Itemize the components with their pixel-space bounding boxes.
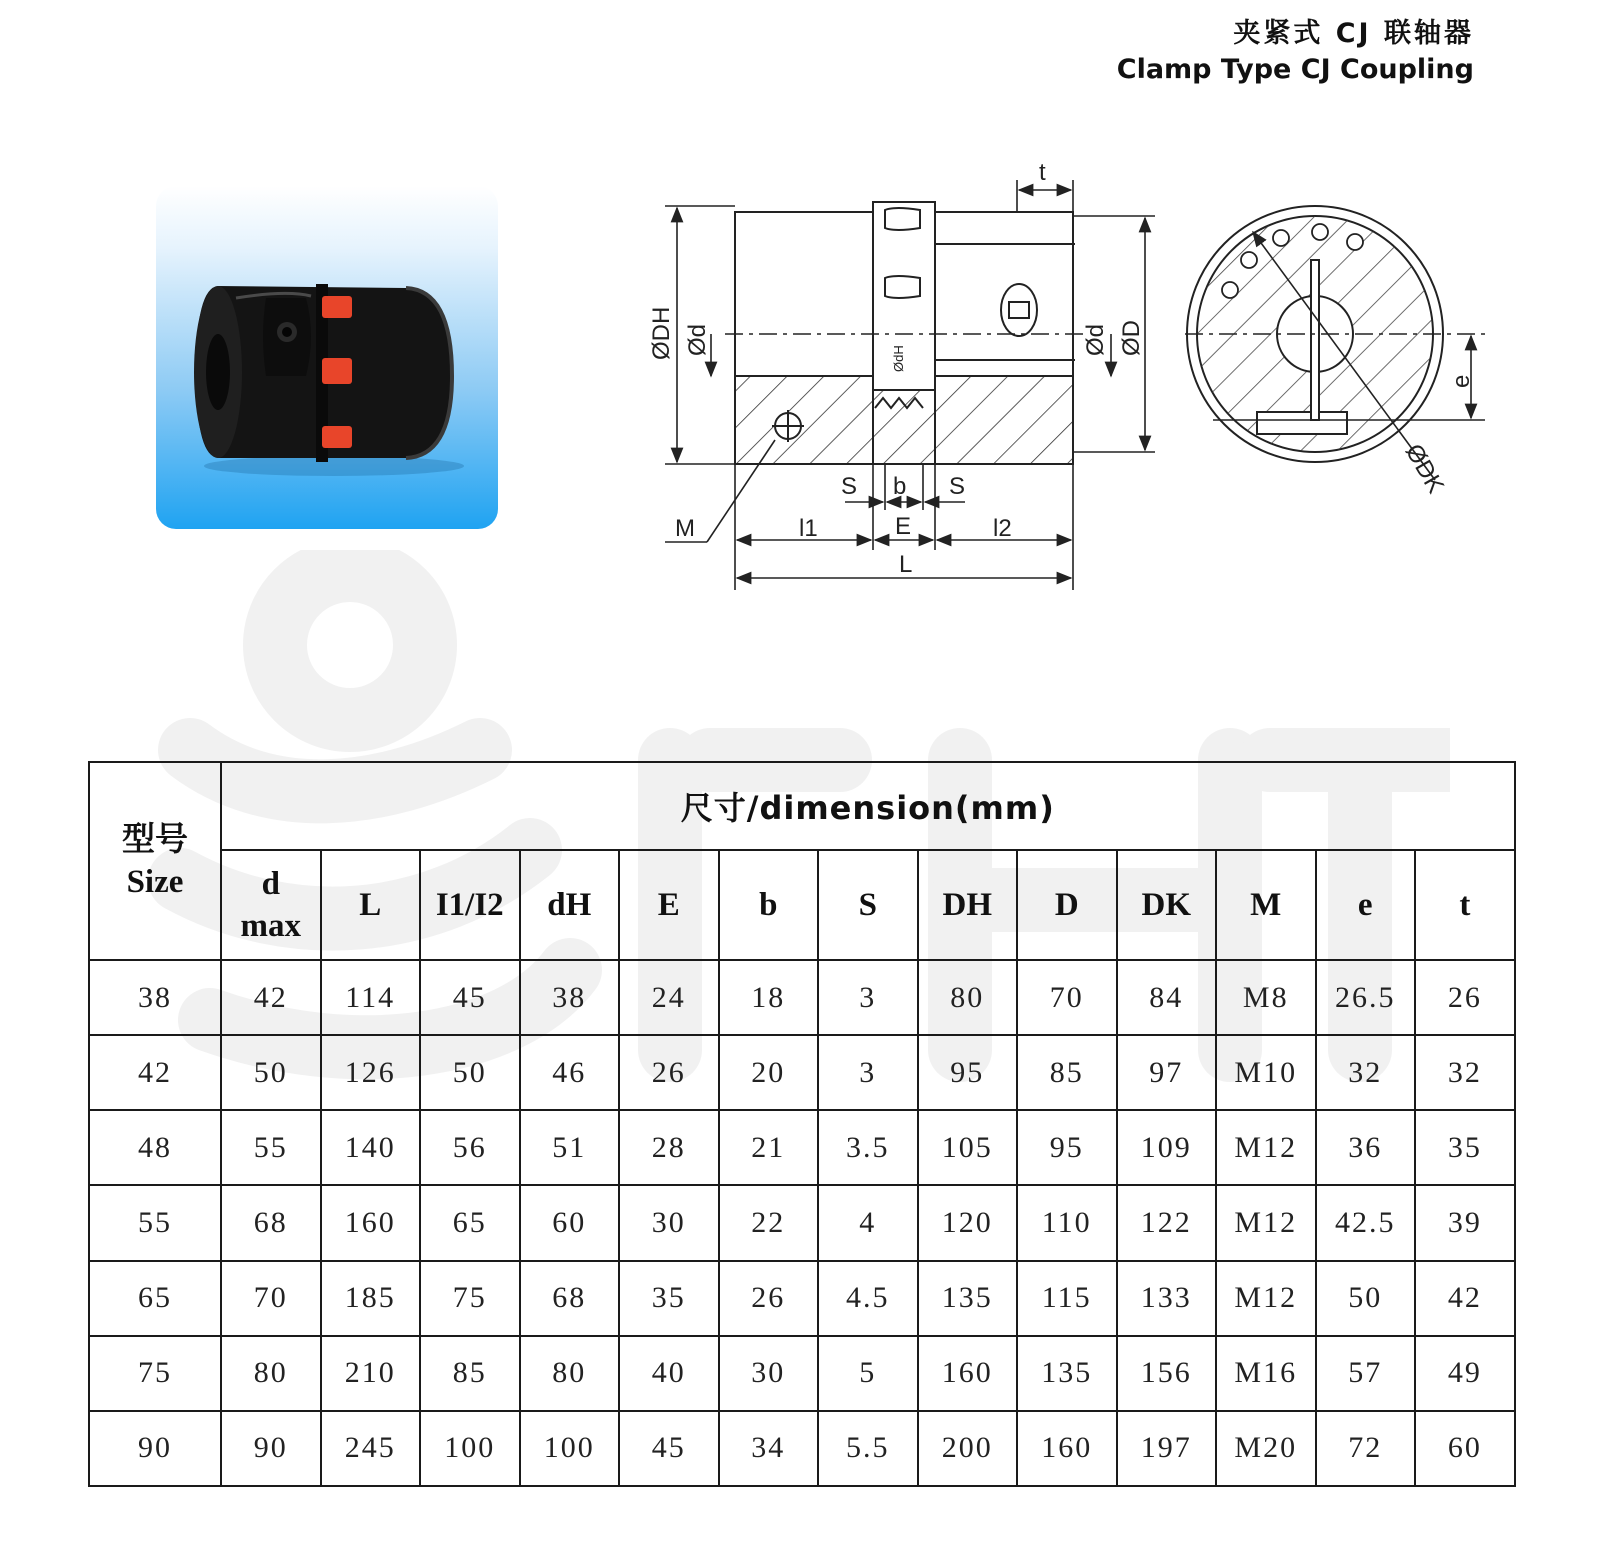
table-cell: 85 — [1017, 1035, 1117, 1110]
table-cell: 50 — [221, 1035, 321, 1110]
table-cell: 122 — [1117, 1185, 1217, 1260]
table-cell: 156 — [1117, 1336, 1217, 1411]
table-cell: 80 — [221, 1336, 321, 1411]
table-cell: 105 — [918, 1110, 1018, 1185]
table-cell: 38 — [520, 960, 620, 1035]
table-cell: 65 — [420, 1185, 520, 1260]
table-cell: 70 — [1017, 960, 1117, 1035]
spec-table-body — [89, 960, 1515, 1486]
col-header-dH: dH — [520, 850, 620, 960]
table-cell: 42 — [221, 960, 321, 1035]
label-e-upper: E — [895, 513, 912, 540]
size-header-en: Size — [126, 864, 184, 900]
title-english: Clamp Type CJ Coupling — [1116, 54, 1474, 85]
size-cell: 48 — [89, 1110, 221, 1185]
table-cell: 30 — [719, 1336, 819, 1411]
table-cell: 185 — [321, 1261, 421, 1336]
table-cell: 160 — [321, 1185, 421, 1260]
table-cell: 3 — [818, 1035, 918, 1110]
table-cell: 135 — [1017, 1336, 1117, 1411]
table-cell: 35 — [1415, 1110, 1515, 1185]
table-row — [89, 1110, 1515, 1185]
label-m: M — [675, 515, 695, 542]
col-header-t: t — [1415, 850, 1515, 960]
table-cell: 210 — [321, 1336, 421, 1411]
table-cell: 5 — [818, 1336, 918, 1411]
label-od-left: Ød — [684, 323, 711, 356]
table-cell: 114 — [321, 960, 421, 1035]
table-cell: 68 — [520, 1261, 620, 1336]
technical-drawing — [645, 150, 1525, 610]
table-cell: 80 — [918, 960, 1018, 1035]
size-cell: 90 — [89, 1411, 221, 1486]
table-cell: 56 — [420, 1110, 520, 1185]
table-cell: 50 — [420, 1035, 520, 1110]
table-cell: 21 — [719, 1110, 819, 1185]
table-cell: 55 — [221, 1110, 321, 1185]
label-t: t — [1039, 159, 1046, 186]
table-cell: 200 — [918, 1411, 1018, 1486]
dimension-header: 尺寸/dimension(mm) — [221, 762, 1515, 850]
table-cell: 110 — [1017, 1185, 1117, 1260]
table-cell: 20 — [719, 1035, 819, 1110]
table-cell: 160 — [1017, 1411, 1117, 1486]
table-cell: M8 — [1216, 960, 1316, 1035]
table-cell: 57 — [1316, 1336, 1416, 1411]
table-cell: 50 — [1316, 1261, 1416, 1336]
table-cell: 245 — [321, 1411, 421, 1486]
table-cell: 95 — [918, 1035, 1018, 1110]
table-cell: 26 — [719, 1261, 819, 1336]
table-cell: 3.5 — [818, 1110, 918, 1185]
col-header-M: M — [1216, 850, 1316, 960]
table-cell: 100 — [420, 1411, 520, 1486]
table-row — [89, 1185, 1515, 1260]
table-cell: 90 — [221, 1411, 321, 1486]
col-header-d: d max — [221, 850, 321, 960]
size-cell: 38 — [89, 960, 221, 1035]
size-header — [89, 762, 221, 960]
size-cell: 65 — [89, 1261, 221, 1336]
title-block — [1117, 16, 1474, 88]
table-cell: M12 — [1216, 1110, 1316, 1185]
table-row — [89, 960, 1515, 1035]
table-cell: 32 — [1316, 1035, 1416, 1110]
col-header-DK: DK — [1117, 850, 1217, 960]
table-cell: 85 — [420, 1336, 520, 1411]
product-photo — [156, 186, 498, 529]
table-cell: 4.5 — [818, 1261, 918, 1336]
table-row — [89, 1336, 1515, 1411]
table-cell: 42 — [1415, 1261, 1515, 1336]
table-cell: 140 — [321, 1110, 421, 1185]
table-cell: 197 — [1117, 1411, 1217, 1486]
table-cell: 120 — [918, 1185, 1018, 1260]
table-cell: M16 — [1216, 1336, 1316, 1411]
table-cell: 26.5 — [1316, 960, 1416, 1035]
table-cell: 3 — [818, 960, 918, 1035]
table-cell: M10 — [1216, 1035, 1316, 1110]
col-header-DH: DH — [918, 850, 1018, 960]
table-cell: 109 — [1117, 1110, 1217, 1185]
table-cell: 39 — [1415, 1185, 1515, 1260]
col-header-l1-l2: I1/I2 — [420, 850, 520, 960]
spec-table — [88, 761, 1516, 1487]
table-cell: 42.5 — [1316, 1185, 1416, 1260]
table-row — [89, 1411, 1515, 1486]
table-cell: 40 — [619, 1336, 719, 1411]
table-cell: 51 — [520, 1110, 620, 1185]
table-cell: 46 — [520, 1035, 620, 1110]
table-cell: 34 — [719, 1411, 819, 1486]
size-cell: 55 — [89, 1185, 221, 1260]
label-odh-small: ØdH — [891, 345, 906, 372]
label-s-left: S — [841, 473, 858, 500]
table-cell: 35 — [619, 1261, 719, 1336]
table-cell: M12 — [1216, 1261, 1316, 1336]
table-cell: M12 — [1216, 1185, 1316, 1260]
table-cell: 72 — [1316, 1411, 1416, 1486]
col-header-D: D — [1017, 850, 1117, 960]
col-header-e: e — [1316, 850, 1416, 960]
table-cell: 26 — [619, 1035, 719, 1110]
table-cell: 49 — [1415, 1336, 1515, 1411]
size-cell: 75 — [89, 1336, 221, 1411]
table-cell: 80 — [520, 1336, 620, 1411]
label-odh: ØDH — [648, 306, 675, 360]
table-cell: 18 — [719, 960, 819, 1035]
table-cell: 75 — [420, 1261, 520, 1336]
label-od-right: Ød — [1082, 323, 1109, 356]
label-oD: ØD — [1118, 320, 1145, 356]
label-l: L — [899, 551, 913, 578]
table-cell: 30 — [619, 1185, 719, 1260]
size-header-cn: 型号 — [122, 822, 188, 858]
table-cell: 135 — [918, 1261, 1018, 1336]
table-cell: 133 — [1117, 1261, 1217, 1336]
table-cell: 4 — [818, 1185, 918, 1260]
table-cell: 45 — [619, 1411, 719, 1486]
table-cell: 26 — [1415, 960, 1515, 1035]
size-cell: 42 — [89, 1035, 221, 1110]
table-cell: 36 — [1316, 1110, 1416, 1185]
table-cell: 95 — [1017, 1110, 1117, 1185]
table-cell: 100 — [520, 1411, 620, 1486]
label-e-side: e — [1448, 374, 1475, 388]
table-cell: 32 — [1415, 1035, 1515, 1110]
table-cell: M20 — [1216, 1411, 1316, 1486]
table-cell: 70 — [221, 1261, 321, 1336]
col-header-E: E — [619, 850, 719, 960]
table-cell: 115 — [1017, 1261, 1117, 1336]
table-row — [89, 1035, 1515, 1110]
label-b: b — [893, 473, 907, 500]
col-header-b: b — [719, 850, 819, 960]
table-cell: 28 — [619, 1110, 719, 1185]
title-chinese: 夹紧式 CJ 联轴器 — [1233, 18, 1474, 49]
table-cell: 60 — [520, 1185, 620, 1260]
label-l2: l2 — [993, 515, 1012, 542]
label-odk: ØDK — [1399, 439, 1450, 499]
table-cell: 160 — [918, 1336, 1018, 1411]
label-s-right: S — [949, 473, 966, 500]
table-cell: 84 — [1117, 960, 1217, 1035]
col-header-S: S — [818, 850, 918, 960]
col-header-L: L — [321, 850, 421, 960]
table-cell: 60 — [1415, 1411, 1515, 1486]
table-cell: 68 — [221, 1185, 321, 1260]
table-row — [89, 1261, 1515, 1336]
table-cell: 22 — [719, 1185, 819, 1260]
table-cell: 5.5 — [818, 1411, 918, 1486]
table-cell: 24 — [619, 960, 719, 1035]
table-cell: 126 — [321, 1035, 421, 1110]
table-cell: 45 — [420, 960, 520, 1035]
table-cell: 97 — [1117, 1035, 1217, 1110]
label-l1: l1 — [799, 515, 818, 542]
